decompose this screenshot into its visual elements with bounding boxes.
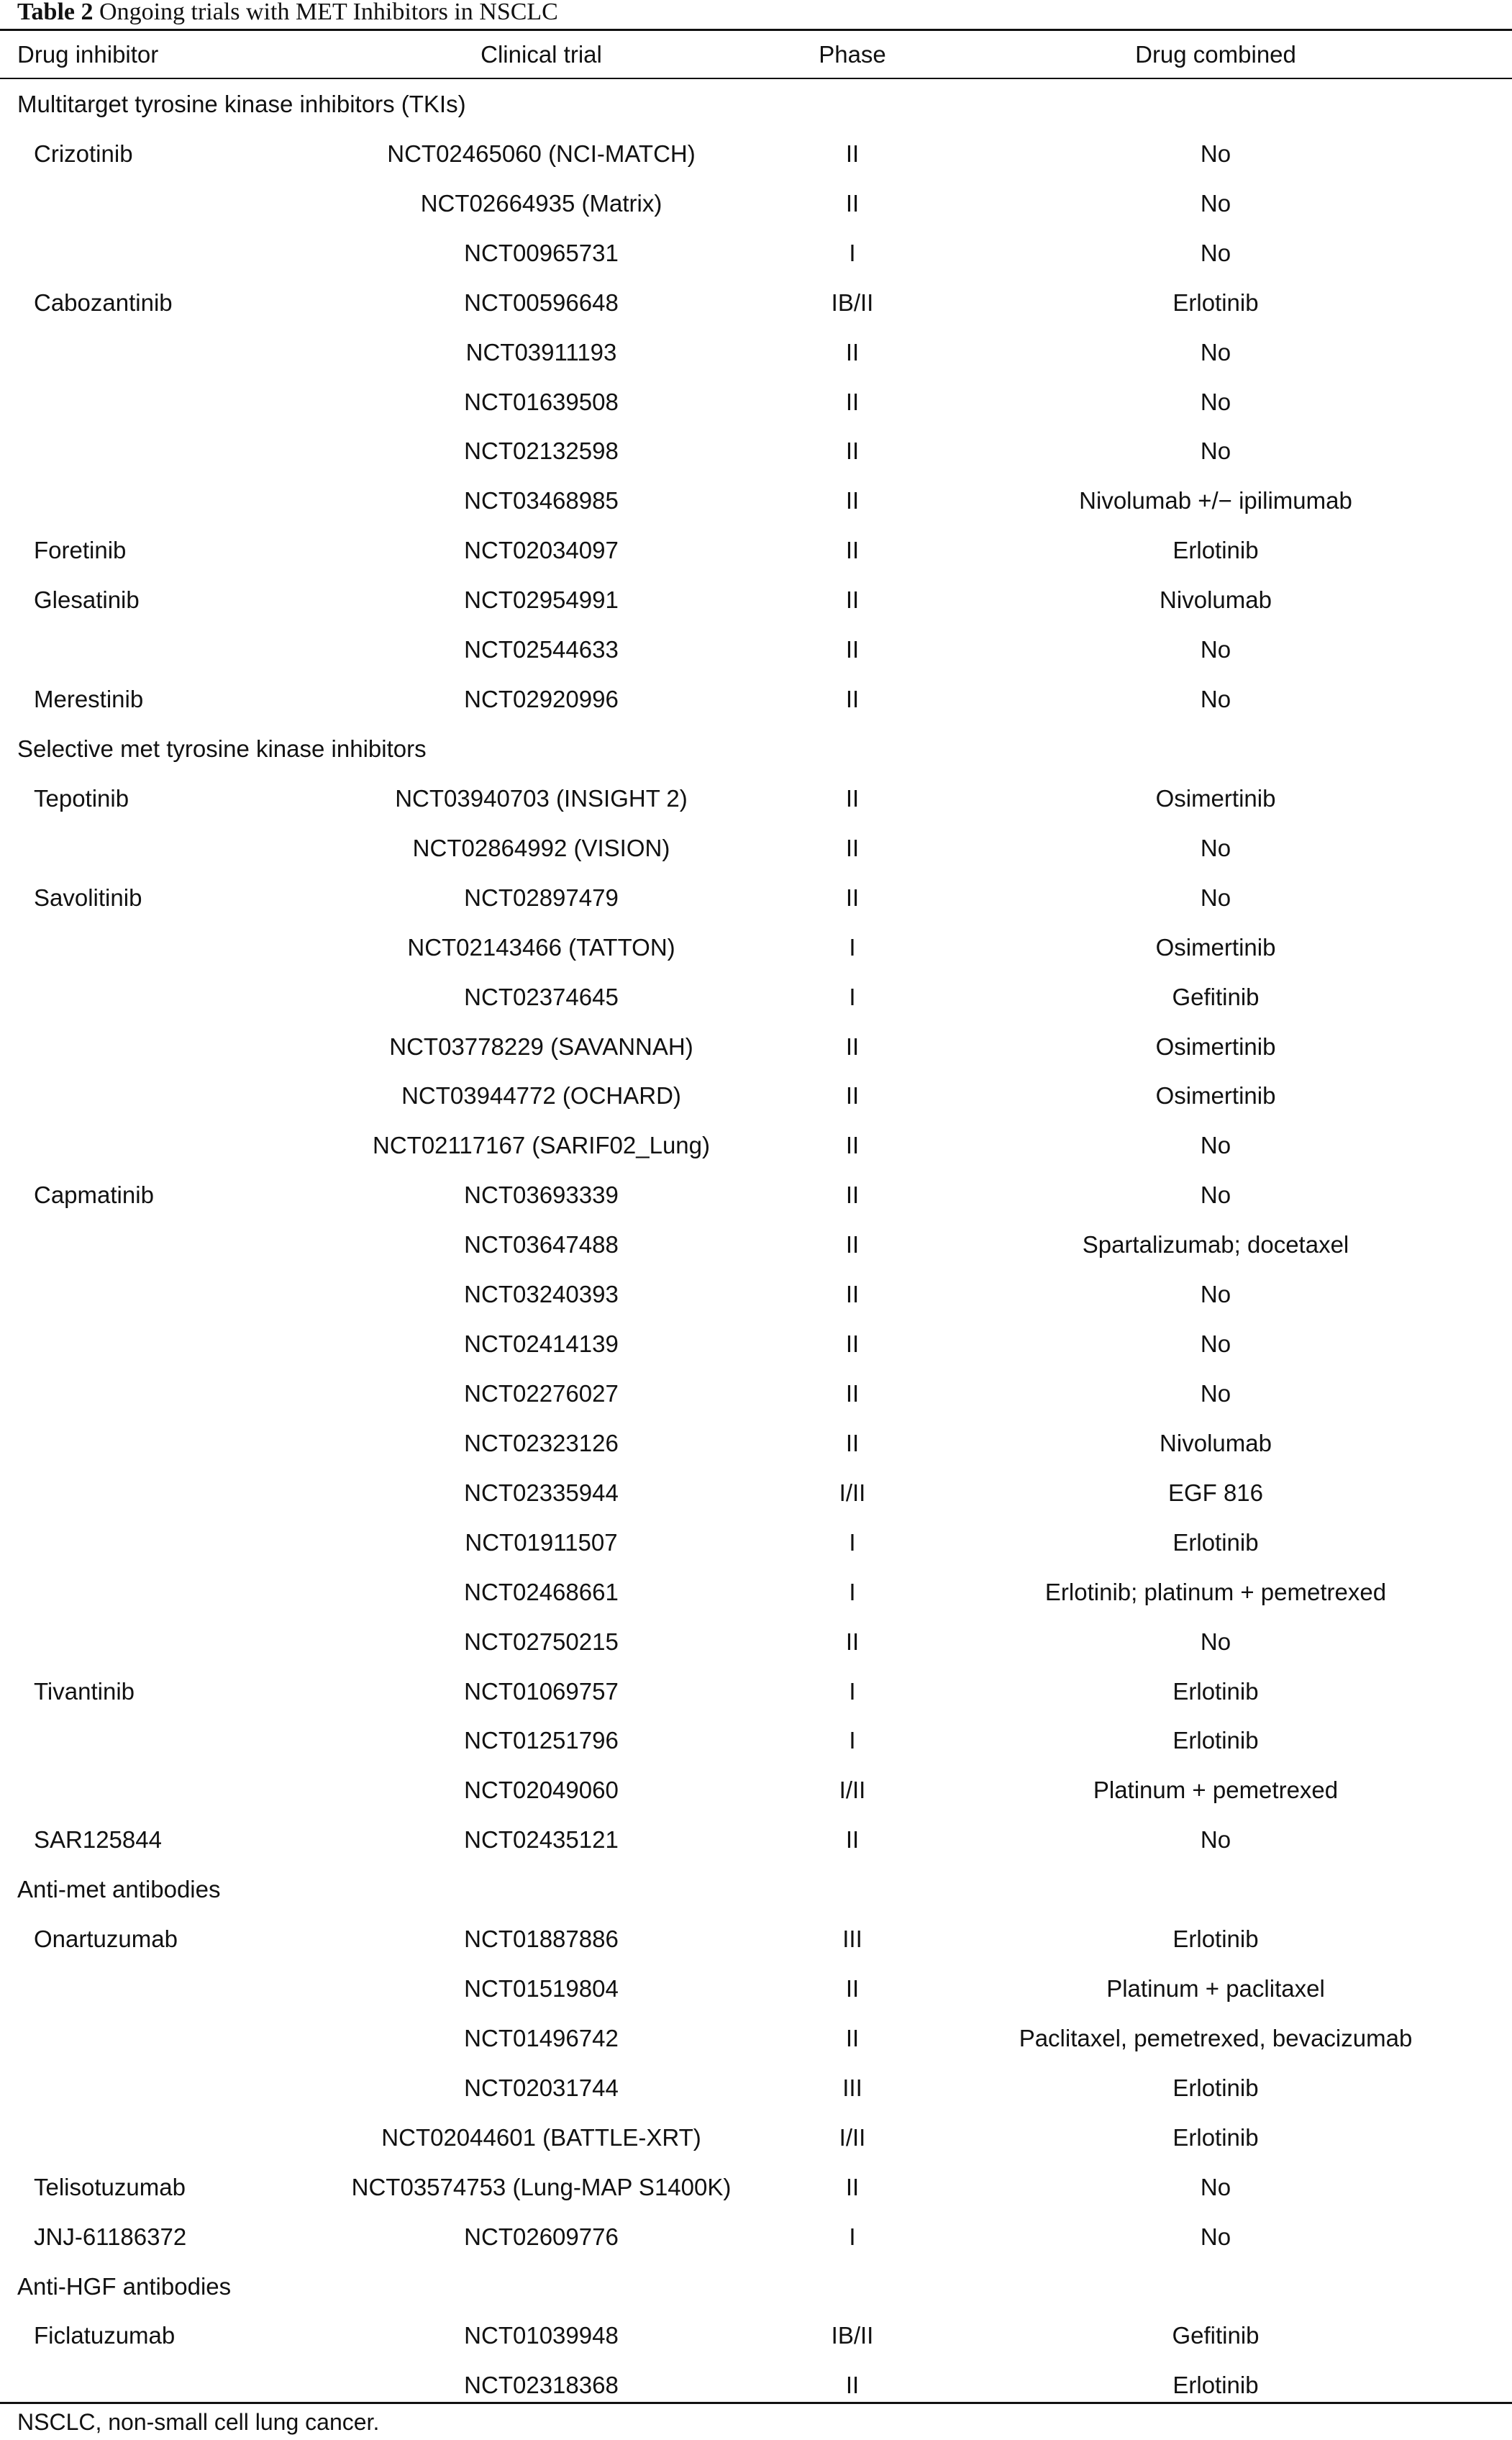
phase-cell: I/II	[839, 2123, 866, 2151]
drug-combined-cell: No	[1200, 834, 1231, 861]
drug-inhibitor-cell	[34, 1518, 350, 1567]
table-header-row	[0, 31, 1512, 78]
drug-combined-cell: Osimertinib	[1155, 1033, 1276, 1060]
drug-combined-cell: Erlotinib	[1172, 289, 1259, 316]
drug-inhibitor-cell: Cabozantinib	[34, 289, 173, 316]
table-row	[0, 873, 1512, 922]
drug-inhibitor-cell: Onartuzumab	[34, 1926, 178, 1953]
table-row	[0, 525, 1512, 575]
drug-combined-cell: Erlotinib	[1172, 1677, 1259, 1705]
column-header-clinical-trial: Clinical trial	[481, 41, 602, 68]
drug-inhibitor-cell	[34, 1369, 350, 1418]
clinical-trial-cell: NCT02276027	[464, 1379, 619, 1407]
drug-inhibitor-cell	[34, 2013, 350, 2063]
clinical-trial-cell: NCT01519804	[464, 1975, 619, 2003]
table-row	[0, 1220, 1512, 1269]
drug-inhibitor-cell	[34, 972, 350, 1022]
drug-inhibitor-cell	[34, 178, 350, 228]
drug-inhibitor-cell: Merestinib	[34, 686, 144, 713]
table-row	[0, 2162, 1512, 2212]
clinical-trial-cell: NCT02465060 (NCI-MATCH)	[387, 140, 696, 167]
drug-combined-cell: Spartalizumab; docetaxel	[1082, 1231, 1349, 1258]
drug-combined-cell: No	[1200, 2223, 1231, 2250]
drug-inhibitor-cell: Foretinib	[34, 537, 127, 564]
phase-cell: IB/II	[831, 2322, 874, 2349]
clinical-trial-cell: NCT02609776	[464, 2223, 619, 2250]
table-group-row	[0, 2262, 1512, 2311]
table-row	[0, 1071, 1512, 1120]
table-row	[0, 426, 1512, 476]
clinical-trial-cell: NCT01496742	[464, 2024, 619, 2051]
table-row	[0, 1815, 1512, 1864]
table-row	[0, 1120, 1512, 1170]
drug-inhibitor-cell: Ficlatuzumab	[34, 2322, 176, 2349]
drug-inhibitor-cell	[34, 625, 350, 674]
table-row	[0, 823, 1512, 873]
table-row	[0, 377, 1512, 427]
clinical-trial-cell: NCT00965731	[464, 239, 619, 266]
table-row	[0, 278, 1512, 327]
clinical-trial-cell: NCT02864992 (VISION)	[412, 834, 670, 861]
drug-inhibitor-cell: Tivantinib	[34, 1677, 135, 1705]
phase-cell: I/II	[839, 1777, 866, 1804]
table-row	[0, 1914, 1512, 1964]
phase-cell: II	[845, 338, 860, 366]
drug-inhibitor-cell	[34, 1468, 350, 1518]
drug-combined-cell: No	[1200, 636, 1231, 663]
phase-cell: II	[845, 2372, 860, 2399]
table-row	[0, 575, 1512, 625]
clinical-trial-cell: NCT02920996	[464, 686, 619, 713]
drug-inhibitor-cell: Tepotinib	[34, 784, 129, 812]
drug-combined-cell: Platinum + pemetrexed	[1093, 1777, 1339, 1804]
phase-cell: I	[849, 1578, 856, 1605]
phase-cell: II	[845, 2173, 860, 2200]
table-row	[0, 922, 1512, 972]
group-label: Anti-met antibodies	[17, 1876, 221, 1903]
drug-combined-cell: No	[1200, 1379, 1231, 1407]
phase-cell: II	[845, 1231, 860, 1258]
drug-combined-cell: Gefitinib	[1172, 2322, 1260, 2349]
clinical-trial-cell: NCT01069757	[464, 1677, 619, 1705]
drug-inhibitor-cell: Capmatinib	[34, 1182, 154, 1209]
drug-combined-cell: Nivolumab	[1160, 586, 1272, 614]
drug-combined-cell: No	[1200, 189, 1231, 217]
drug-inhibitor-cell	[34, 922, 350, 972]
drug-inhibitor-cell	[34, 228, 350, 278]
table-row	[0, 1518, 1512, 1567]
table-row	[0, 1319, 1512, 1369]
table-row	[0, 1022, 1512, 1071]
drug-combined-cell: Paclitaxel, pemetrexed, bevacizumab	[1019, 2024, 1413, 2051]
drug-inhibitor-cell	[34, 823, 350, 873]
clinical-trial-cell: NCT02664935 (Matrix)	[420, 189, 662, 217]
drug-combined-cell: No	[1200, 140, 1231, 167]
phase-cell: I	[849, 1727, 856, 1754]
phase-cell: I/II	[839, 1479, 866, 1506]
drug-combined-cell: Osimertinib	[1155, 1082, 1276, 1110]
clinical-trial-cell: NCT02468661	[464, 1578, 619, 1605]
drug-inhibitor-cell	[34, 2063, 350, 2113]
table-row	[0, 327, 1512, 377]
column-header-phase: Phase	[819, 41, 886, 68]
clinical-trial-cell: NCT03468985	[464, 487, 619, 514]
drug-combined-cell: Erlotinib	[1172, 2074, 1259, 2101]
drug-inhibitor-cell	[34, 1269, 350, 1319]
clinical-trial-cell: NCT02117167 (SARIF02_Lung)	[373, 1132, 710, 1159]
drug-combined-cell: No	[1200, 2173, 1231, 2200]
table-body	[0, 79, 1512, 2410]
phase-cell: II	[845, 140, 860, 167]
table-caption	[17, 0, 558, 27]
clinical-trial-cell: NCT01911507	[465, 1528, 618, 1556]
phase-cell: III	[842, 1926, 862, 1953]
phase-cell: II	[845, 834, 860, 861]
phase-cell: I	[849, 1528, 856, 1556]
table-row	[0, 1715, 1512, 1765]
phase-cell: II	[845, 1330, 860, 1358]
group-label: Multitarget tyrosine kinase inhibitors (TKIs)	[17, 91, 466, 117]
table-row	[0, 1617, 1512, 1666]
clinical-trial-cell: NCT01639508	[464, 388, 619, 415]
table-row	[0, 774, 1512, 823]
drug-combined-cell: Erlotinib	[1172, 1926, 1259, 1953]
table-row	[0, 1269, 1512, 1319]
drug-combined-cell: EGF 816	[1167, 1479, 1264, 1506]
drug-inhibitor-cell	[34, 1617, 350, 1666]
drug-combined-cell: Erlotinib	[1172, 1528, 1259, 1556]
phase-cell: II	[845, 586, 860, 614]
drug-combined-cell: No	[1200, 1182, 1231, 1209]
table-row	[0, 1369, 1512, 1418]
clinical-trial-cell: NCT00596648	[464, 289, 619, 316]
phase-cell: II	[845, 1082, 860, 1110]
table-row	[0, 2310, 1512, 2360]
table-row	[0, 228, 1512, 278]
phase-cell: II	[845, 437, 860, 465]
phase-cell: II	[845, 784, 860, 812]
column-header-drug-combined: Drug combined	[1135, 41, 1296, 68]
clinical-trial-cell: NCT03911193	[465, 338, 617, 366]
drug-combined-cell: Nivolumab	[1160, 1429, 1272, 1456]
clinical-trial-cell: NCT02034097	[464, 537, 619, 564]
table-row	[0, 1170, 1512, 1220]
phase-cell: II	[845, 1281, 860, 1308]
drug-inhibitor-cell	[34, 1964, 350, 2013]
clinical-trial-cell: NCT03693339	[464, 1182, 619, 1209]
phase-cell: I	[849, 983, 856, 1010]
phase-cell: III	[842, 2074, 862, 2101]
drug-combined-cell: No	[1200, 1826, 1231, 1854]
table-row	[0, 1567, 1512, 1617]
table-row	[0, 1418, 1512, 1468]
drug-combined-cell: Osimertinib	[1155, 933, 1276, 961]
drug-combined-cell: No	[1200, 1132, 1231, 1159]
phase-cell: II	[845, 189, 860, 217]
table-row	[0, 2063, 1512, 2113]
clinical-trial-cell: NCT03944772 (OCHARD)	[401, 1082, 681, 1110]
drug-inhibitor-cell: Crizotinib	[34, 140, 133, 167]
phase-cell: II	[845, 2024, 860, 2051]
drug-combined-cell: Gefitinib	[1172, 983, 1260, 1010]
phase-cell: I	[849, 1677, 856, 1705]
table-bottom-rule	[0, 2402, 1512, 2404]
table-row	[0, 129, 1512, 178]
table-group-row	[0, 724, 1512, 774]
drug-inhibitor-cell	[34, 1319, 350, 1369]
drug-combined-cell: No	[1200, 388, 1231, 415]
clinical-trial-cell: NCT02374645	[464, 983, 619, 1010]
drug-inhibitor-cell	[34, 1715, 350, 1765]
table-row	[0, 1666, 1512, 1716]
phase-cell: II	[845, 686, 860, 713]
phase-cell: II	[845, 1975, 860, 2003]
phase-cell: I	[849, 2223, 856, 2250]
drug-inhibitor-cell	[34, 1765, 350, 1815]
clinical-trial-cell: NCT02044601 (BATTLE-XRT)	[381, 2123, 701, 2151]
phase-cell: II	[845, 1379, 860, 1407]
table-group-row	[0, 79, 1512, 129]
clinical-trial-cell: NCT02132598	[464, 437, 619, 465]
clinical-trial-cell: NCT02414139	[464, 1330, 619, 1358]
clinical-trial-cell: NCT01039948	[464, 2322, 619, 2349]
drug-combined-cell: Erlotinib; platinum + pemetrexed	[1044, 1578, 1387, 1605]
drug-inhibitor-cell	[34, 1418, 350, 1468]
clinical-trial-cell: NCT02897479	[464, 884, 619, 911]
clinical-trial-cell: NCT02750215	[464, 1628, 619, 1655]
phase-cell: I	[849, 933, 856, 961]
clinical-trial-cell: NCT02318368	[464, 2372, 619, 2399]
table-row	[0, 2013, 1512, 2063]
drug-inhibitor-cell: Glesatinib	[34, 586, 140, 614]
drug-combined-cell: No	[1200, 239, 1231, 266]
drug-inhibitor-cell: JNJ-61186372	[34, 2223, 187, 2250]
phase-cell: I	[849, 239, 856, 266]
drug-combined-cell: No	[1200, 437, 1231, 465]
drug-inhibitor-cell	[34, 2113, 350, 2162]
table-footnote: NSCLC, non-small cell lung cancer.	[17, 2409, 380, 2435]
table-row	[0, 1765, 1512, 1815]
drug-combined-cell: No	[1200, 686, 1231, 713]
drug-inhibitor-cell	[34, 1220, 350, 1269]
drug-combined-cell: No	[1200, 1330, 1231, 1358]
drug-combined-cell: Erlotinib	[1172, 1727, 1259, 1754]
drug-combined-cell: No	[1200, 1628, 1231, 1655]
drug-combined-cell: Platinum + paclitaxel	[1106, 1975, 1325, 2003]
table-row	[0, 2212, 1512, 2262]
clinical-trial-cell: NCT02323126	[464, 1429, 619, 1456]
drug-inhibitor-cell: Savolitinib	[34, 884, 142, 911]
table-row	[0, 1468, 1512, 1518]
clinical-trial-cell: NCT01251796	[464, 1727, 619, 1754]
drug-inhibitor-cell	[34, 476, 350, 525]
phase-cell: II	[845, 636, 860, 663]
drug-inhibitor-cell	[34, 1120, 350, 1170]
phase-cell: II	[845, 1628, 860, 1655]
drug-inhibitor-cell	[34, 1022, 350, 1071]
phase-cell: II	[845, 388, 860, 415]
clinical-trial-cell: NCT02544633	[464, 636, 619, 663]
phase-cell: IB/II	[831, 289, 874, 316]
phase-cell: II	[845, 1033, 860, 1060]
clinical-trial-cell: NCT02143466 (TATTON)	[407, 933, 675, 961]
phase-cell: II	[845, 1132, 860, 1159]
drug-combined-cell: Erlotinib	[1172, 2123, 1259, 2151]
phase-cell: II	[845, 1826, 860, 1854]
table-row	[0, 476, 1512, 525]
column-header-drug-inhibitor: Drug inhibitor	[17, 41, 159, 68]
phase-cell: II	[845, 1429, 860, 1456]
clinical-trial-cell: NCT02435121	[464, 1826, 619, 1854]
table-row	[0, 2113, 1512, 2162]
drug-inhibitor-cell	[34, 377, 350, 427]
drug-inhibitor-cell	[34, 327, 350, 377]
phase-cell: II	[845, 884, 860, 911]
clinical-trial-cell: NCT02335944	[464, 1479, 619, 1506]
table-group-row	[0, 1864, 1512, 1914]
drug-inhibitor-cell: SAR125844	[34, 1826, 162, 1854]
phase-cell: II	[845, 1182, 860, 1209]
table-row	[0, 625, 1512, 674]
drug-inhibitor-cell	[34, 1071, 350, 1120]
drug-combined-cell: No	[1200, 338, 1231, 366]
group-label: Anti-HGF antibodies	[17, 2272, 232, 2300]
phase-cell: II	[845, 537, 860, 564]
drug-combined-cell: No	[1200, 884, 1231, 911]
drug-combined-cell: Erlotinib	[1172, 537, 1259, 564]
clinical-trial-cell: NCT03940703 (INSIGHT 2)	[395, 784, 688, 812]
clinical-trial-cell: NCT01887886	[464, 1926, 619, 1953]
drug-inhibitor-cell: Telisotuzumab	[34, 2173, 186, 2200]
drug-combined-cell: Osimertinib	[1155, 784, 1276, 812]
clinical-trial-cell: NCT03778229 (SAVANNAH)	[389, 1033, 693, 1060]
table-row	[0, 1964, 1512, 2013]
phase-cell: II	[845, 487, 860, 514]
drug-inhibitor-cell	[34, 1567, 350, 1617]
table-caption-label: Table 2	[17, 0, 94, 25]
table-row	[0, 178, 1512, 228]
group-label: Selective met tyrosine kinase inhibitors	[17, 735, 427, 762]
clinical-trial-cell: NCT03240393	[464, 1281, 619, 1308]
clinical-trial-cell: NCT02049060	[464, 1777, 619, 1804]
clinical-trial-cell: NCT02954991	[464, 586, 619, 614]
table-row	[0, 674, 1512, 724]
drug-combined-cell: No	[1200, 1281, 1231, 1308]
clinical-trial-cell: NCT03574753 (Lung-MAP S1400K)	[351, 2173, 732, 2200]
drug-combined-cell: Erlotinib	[1172, 2372, 1259, 2399]
clinical-trial-cell: NCT03647488	[464, 1231, 619, 1258]
table-caption-title: Ongoing trials with MET Inhibitors in NSCLC	[99, 0, 558, 25]
drug-inhibitor-cell	[34, 426, 350, 476]
drug-combined-cell: Nivolumab +/− ipilimumab	[1079, 487, 1352, 514]
clinical-trial-cell: NCT02031744	[464, 2074, 619, 2101]
table-row	[0, 972, 1512, 1022]
